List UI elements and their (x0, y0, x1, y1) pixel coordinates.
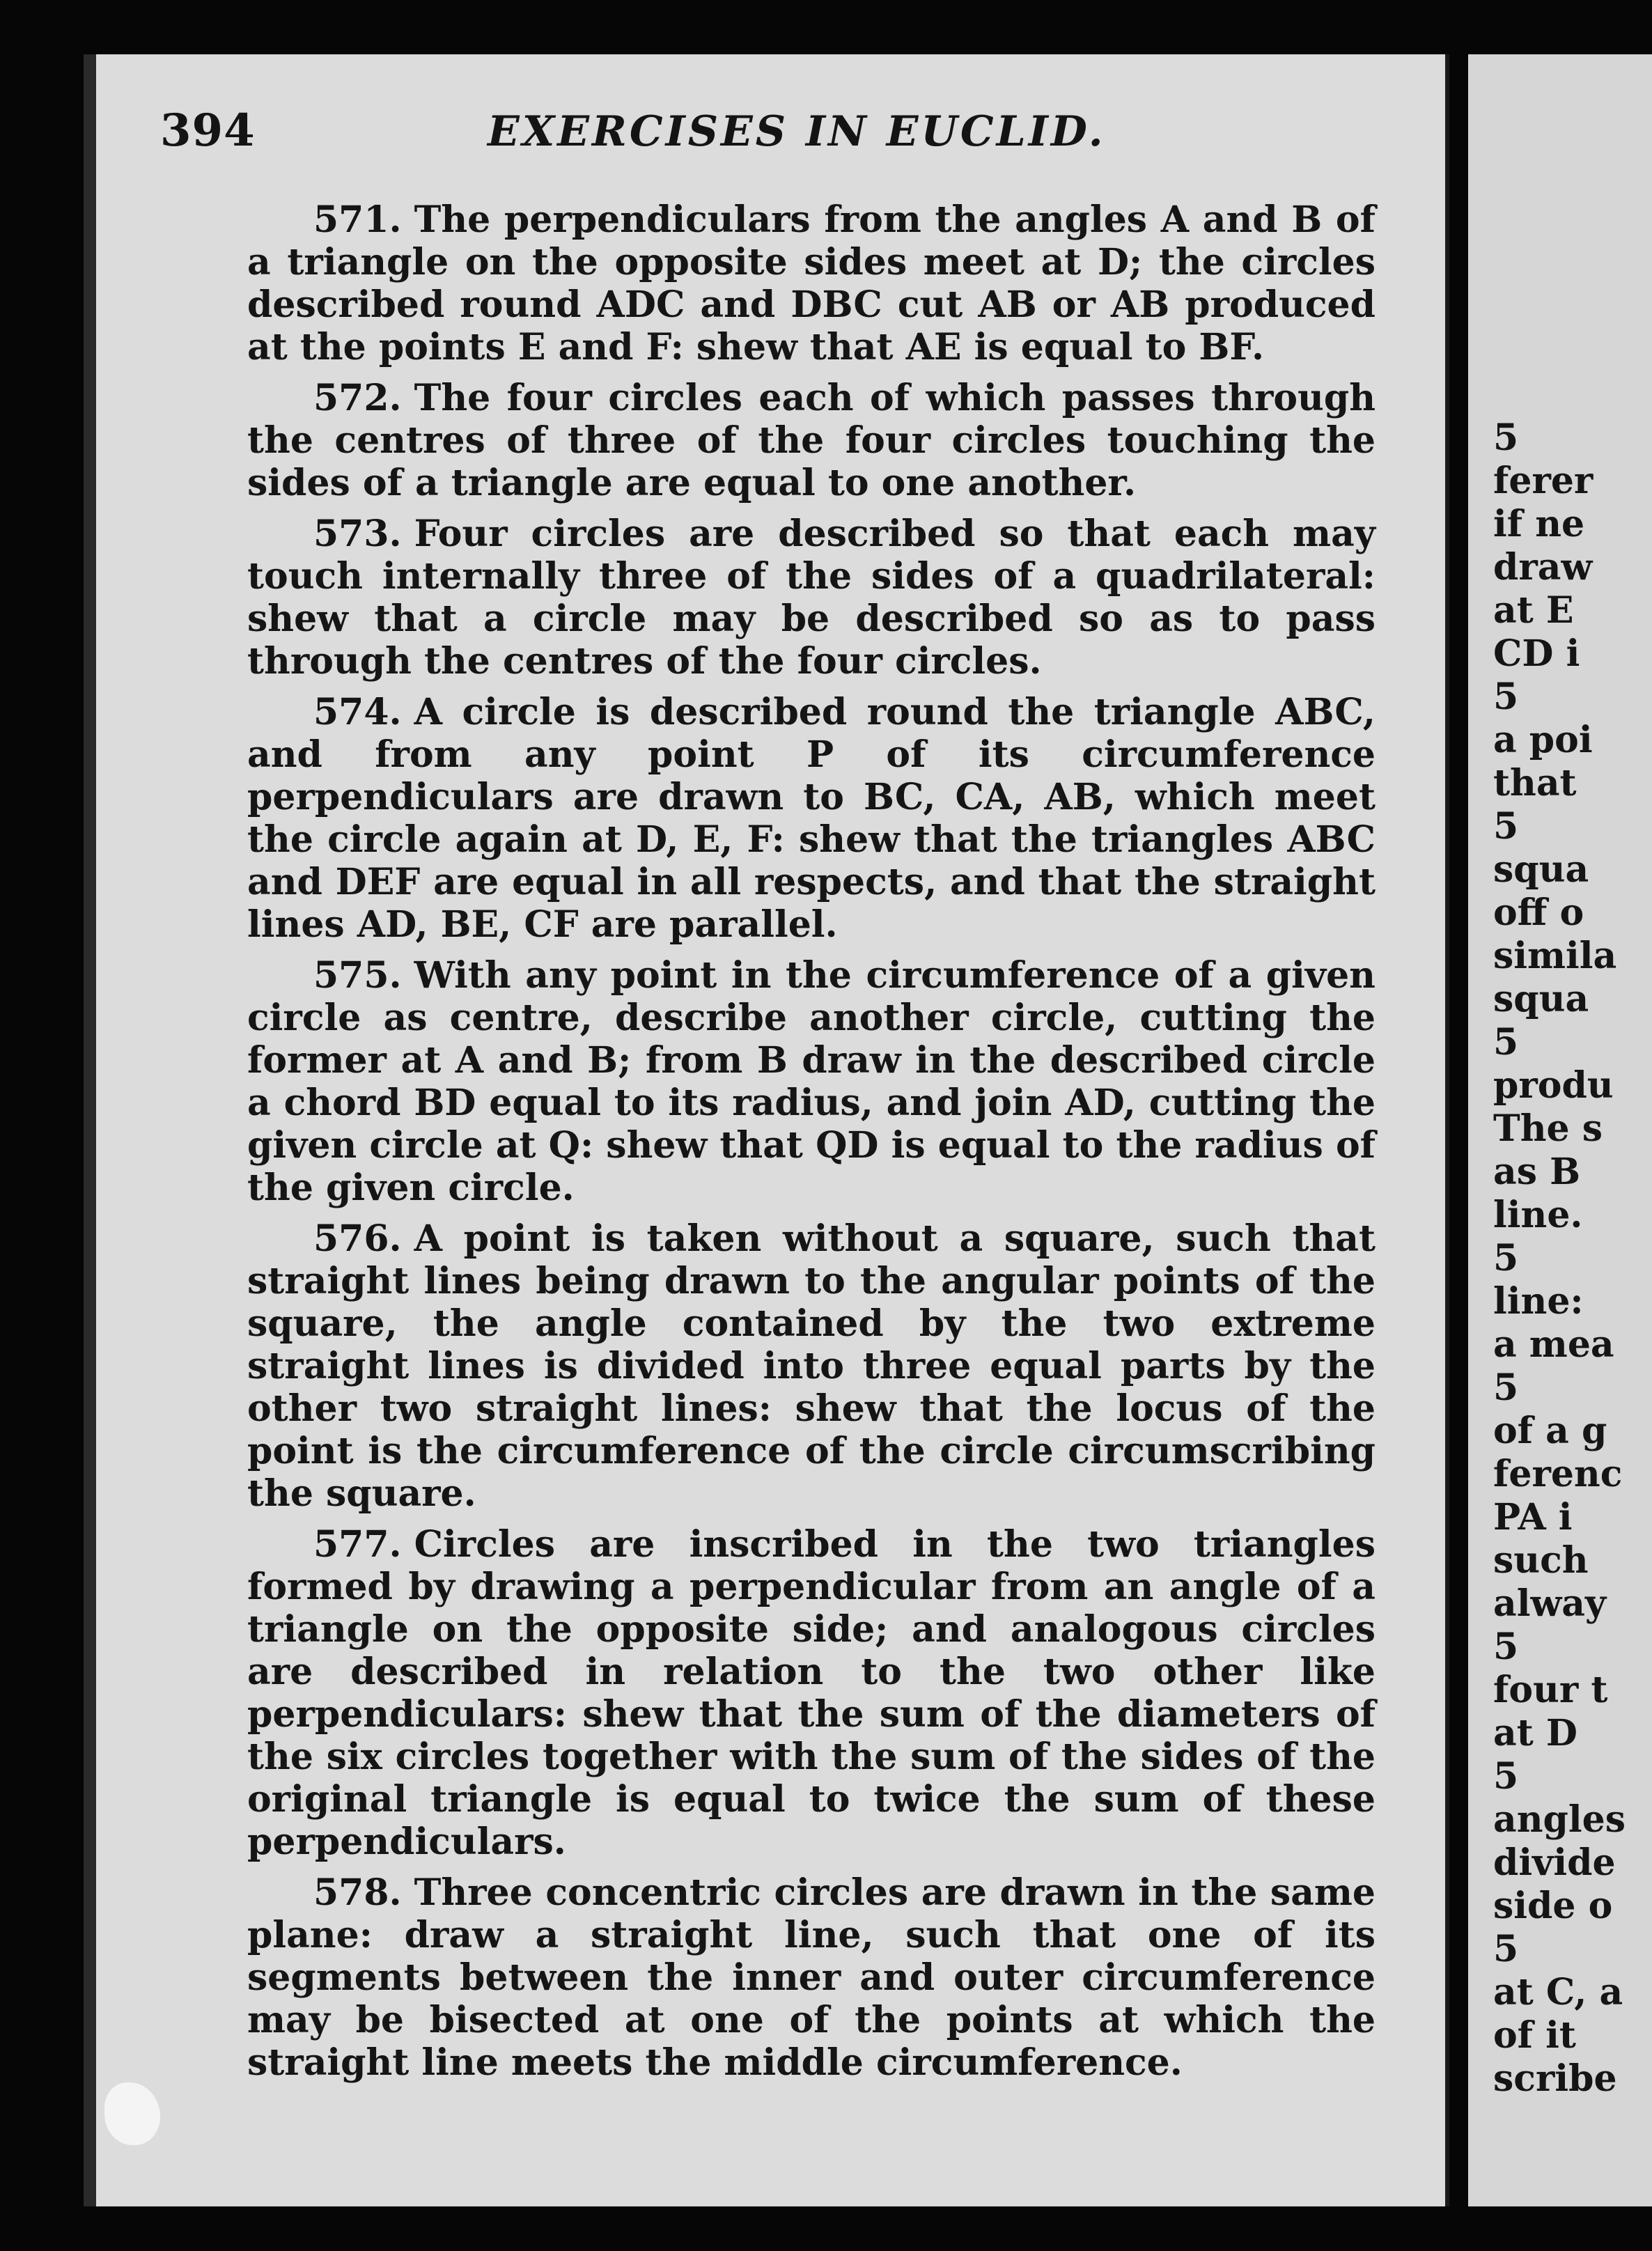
exercise-item (247, 513, 1376, 683)
facing-page-fragment: The s (1493, 1107, 1603, 1150)
exercise-number: 571. (313, 198, 402, 241)
facing-page-fragment: CD i (1493, 632, 1580, 675)
facing-page-fragment: produ (1493, 1064, 1614, 1107)
exercise-list (247, 198, 1376, 2092)
facing-page-fragment: line. (1493, 1194, 1583, 1236)
facing-page-fragment: line: (1493, 1280, 1584, 1323)
facing-page-fragment: a mea (1493, 1323, 1614, 1366)
facing-page-fragment: divide (1493, 1841, 1616, 1884)
facing-page-fragment: such (1493, 1539, 1589, 1582)
facing-page-fragment: at C, a (1493, 1971, 1623, 2014)
facing-page-fragment: angles (1493, 1798, 1626, 1841)
exercise-text: Circles are inscribed in the two triangles formed by drawing a perpendicular from an angle of a triangle on the opposite side; and analogous circles are described in relation to the two other like perpendiculars: shew that the sum of the diameters of the six circles together with the sum of the sides of the original triangle is equal to twice the sum of these perpendiculars. (247, 1523, 1376, 1863)
exercise-item (247, 1217, 1376, 1515)
exercise-item (247, 377, 1376, 504)
facing-page-fragment: as B (1493, 1151, 1581, 1193)
exercise-number: 576. (313, 1217, 402, 1260)
facing-page-fragment: at D (1493, 1712, 1577, 1754)
facing-page-fragment: a poi (1493, 719, 1593, 761)
facing-page-fragment: scribe (1493, 2057, 1617, 2100)
exercise-text: Three concentric circles are drawn in the same plane: draw a straight line, such that one of its segments between the inner and outer circumference may be bisected at one of the points at which the straight line meets the middle circumference. (247, 1871, 1376, 2084)
facing-page-fragment: that (1493, 762, 1577, 804)
exercise-item (247, 691, 1376, 946)
exercise-number: 575. (313, 954, 402, 997)
exercise-text: A circle is described round the triangle ABC, and from any point P of its circumference perpendiculars are drawn to BC, CA, AB, which meet the circle again at D, E, F: shew that the triangles ABC and DEF are equal in all respects, and that the straight lines AD, BE, CF are parallel. (247, 691, 1376, 946)
facing-page-fragment: ferenc (1493, 1453, 1623, 1495)
facing-page-fragment: 5 (1493, 1237, 1519, 1279)
exercise-number: 573. (313, 513, 402, 555)
exercise-text: Four circles are described so that each may touch internally three of the sides of a quadrilateral: shew that a circle may be described so as to pass through the centres of the four circles. (247, 513, 1376, 683)
facing-page-fragment: simila (1493, 935, 1617, 977)
facing-page-fragment: 5 (1493, 805, 1519, 848)
facing-page-fragment: squa (1493, 848, 1589, 891)
page-header (160, 104, 1344, 167)
exercise-number: 574. (313, 691, 402, 733)
facing-page-fragment: at E (1493, 589, 1574, 632)
exercise-text: With any point in the circumference of a given circle as centre, describe another circle, cutting the former at A and B; from B draw in the described circle a chord BD equal to its radius, and join AD, cutting the given circle at Q: shew that QD is equal to the radius of the given circle. (247, 954, 1376, 1209)
exercise-number: 572. (313, 377, 402, 419)
facing-page-fragment: 5 (1493, 416, 1519, 459)
facing-page-fragment: 5 (1493, 1928, 1519, 1970)
exercise-text: A point is taken without a square, such that straight lines being drawn to the angular points of the square, the angle contained by the two extreme straight lines is divided into three equal parts by the other two straight lines: shew that the locus of the point is the circumference of the circle circumscribing the square. (247, 1217, 1376, 1515)
facing-page-fragment: 5 (1493, 1021, 1519, 1064)
facing-page-fragment: off o (1493, 891, 1584, 934)
facing-page-fragment: side o (1493, 1885, 1613, 1927)
exercise-text: The four circles each of which passes through the centres of three of the four circles touching the sides of a triangle are equal to one another. (247, 377, 1376, 504)
exercise-text: The perpendiculars from the angles A and B of a triangle on the opposite sides meet at D; the circles described round ADC and DBC cut AB or AB produced at the points E and F: shew that AE is equal to BF. (247, 198, 1376, 368)
facing-page-fragment: of a g (1493, 1410, 1607, 1452)
facing-page-text (1493, 416, 1652, 2101)
facing-page-fragment: 5 (1493, 1755, 1519, 1798)
exercise-number: 577. (313, 1523, 402, 1566)
facing-page-fragment: PA i (1493, 1496, 1573, 1539)
facing-page-fragment: of it (1493, 2014, 1576, 2057)
facing-page-fragment: 5 (1493, 1366, 1519, 1409)
facing-page-edge (1468, 54, 1652, 2206)
exercise-item (247, 198, 1376, 368)
running-title: EXERCISES IN EUCLID. (488, 107, 1106, 156)
facing-page-fragment: if ne (1493, 503, 1585, 545)
facing-page-fragment: draw (1493, 546, 1593, 589)
exercise-item (247, 954, 1376, 1209)
facing-page-fragment: 5 (1493, 676, 1519, 718)
exercise-number: 578. (313, 1871, 402, 1914)
facing-page-fragment: 5 (1493, 1626, 1519, 1668)
facing-page-fragment: ferer (1493, 460, 1593, 502)
facing-page-fragment: squa (1493, 978, 1589, 1020)
page-number: 394 (160, 104, 256, 157)
facing-page-fragment: four t (1493, 1669, 1608, 1711)
exercise-item (247, 1523, 1376, 1863)
exercise-item (247, 1871, 1376, 2084)
facing-page-fragment: alway (1493, 1582, 1607, 1625)
